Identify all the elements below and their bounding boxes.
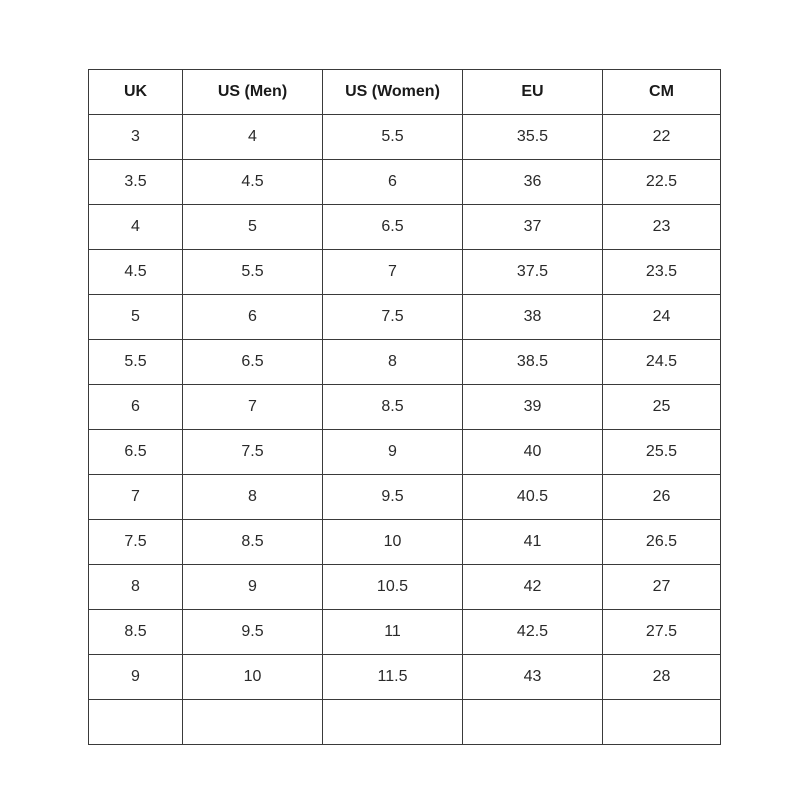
cell-eu: 39 bbox=[463, 385, 603, 430]
cell-us-men: 9 bbox=[183, 565, 323, 610]
table-row bbox=[89, 475, 721, 520]
cell-cm: 27 bbox=[603, 565, 721, 610]
header-row bbox=[89, 70, 721, 115]
cell-us-women: 8.5 bbox=[323, 385, 463, 430]
cell-us-men: 7.5 bbox=[183, 430, 323, 475]
cell-cm: 24.5 bbox=[603, 340, 721, 385]
cell-cm: 26.5 bbox=[603, 520, 721, 565]
cell-eu: 42.5 bbox=[463, 610, 603, 655]
cell-us-women: 11 bbox=[323, 610, 463, 655]
cell-uk: 7 bbox=[89, 475, 183, 520]
cell-eu: 41 bbox=[463, 520, 603, 565]
cell-us-men: 4 bbox=[183, 115, 323, 160]
table-row bbox=[89, 205, 721, 250]
cell-uk: 4 bbox=[89, 205, 183, 250]
cell-us-women: 9 bbox=[323, 430, 463, 475]
cell-eu: 40.5 bbox=[463, 475, 603, 520]
cell-uk: 6.5 bbox=[89, 430, 183, 475]
continuation-cell bbox=[89, 700, 183, 745]
cell-cm: 27.5 bbox=[603, 610, 721, 655]
cell-us-men: 6 bbox=[183, 295, 323, 340]
header-eu: EU bbox=[463, 70, 603, 115]
cell-uk: 3.5 bbox=[89, 160, 183, 205]
cell-uk: 3 bbox=[89, 115, 183, 160]
cell-eu: 37 bbox=[463, 205, 603, 250]
cell-cm: 22 bbox=[603, 115, 721, 160]
cell-us-women: 5.5 bbox=[323, 115, 463, 160]
cell-uk: 7.5 bbox=[89, 520, 183, 565]
header-us-women: US (Women) bbox=[323, 70, 463, 115]
cell-us-women: 6 bbox=[323, 160, 463, 205]
cell-us-women: 9.5 bbox=[323, 475, 463, 520]
table-row-continuation bbox=[89, 700, 721, 745]
cell-us-men: 6.5 bbox=[183, 340, 323, 385]
table-row bbox=[89, 115, 721, 160]
cell-eu: 35.5 bbox=[463, 115, 603, 160]
cell-us-men: 8.5 bbox=[183, 520, 323, 565]
table-row bbox=[89, 250, 721, 295]
table-row bbox=[89, 160, 721, 205]
cell-eu: 38 bbox=[463, 295, 603, 340]
table-row bbox=[89, 430, 721, 475]
cell-us-women: 10.5 bbox=[323, 565, 463, 610]
table-row bbox=[89, 610, 721, 655]
table-row bbox=[89, 385, 721, 430]
table-row bbox=[89, 340, 721, 385]
table-body bbox=[89, 115, 721, 745]
cell-uk: 5 bbox=[89, 295, 183, 340]
header-cm: CM bbox=[603, 70, 721, 115]
cell-cm: 23 bbox=[603, 205, 721, 250]
cell-eu: 42 bbox=[463, 565, 603, 610]
continuation-cell bbox=[323, 700, 463, 745]
cell-us-men: 8 bbox=[183, 475, 323, 520]
cell-us-men: 5 bbox=[183, 205, 323, 250]
cell-us-women: 11.5 bbox=[323, 655, 463, 700]
cell-uk: 8 bbox=[89, 565, 183, 610]
cell-cm: 23.5 bbox=[603, 250, 721, 295]
cell-us-women: 8 bbox=[323, 340, 463, 385]
cell-cm: 22.5 bbox=[603, 160, 721, 205]
size-conversion-table bbox=[88, 69, 721, 745]
cell-eu: 43 bbox=[463, 655, 603, 700]
continuation-cell bbox=[463, 700, 603, 745]
cell-us-men: 4.5 bbox=[183, 160, 323, 205]
cell-uk: 6 bbox=[89, 385, 183, 430]
continuation-cell bbox=[183, 700, 323, 745]
cell-cm: 25.5 bbox=[603, 430, 721, 475]
cell-uk: 9 bbox=[89, 655, 183, 700]
cell-cm: 26 bbox=[603, 475, 721, 520]
table-row bbox=[89, 520, 721, 565]
cell-us-women: 7 bbox=[323, 250, 463, 295]
cell-uk: 5.5 bbox=[89, 340, 183, 385]
cell-cm: 28 bbox=[603, 655, 721, 700]
header-us-men: US (Men) bbox=[183, 70, 323, 115]
cell-us-women: 7.5 bbox=[323, 295, 463, 340]
cell-cm: 24 bbox=[603, 295, 721, 340]
continuation-cell bbox=[603, 700, 721, 745]
table-row bbox=[89, 655, 721, 700]
cell-us-men: 7 bbox=[183, 385, 323, 430]
cell-us-men: 10 bbox=[183, 655, 323, 700]
cell-eu: 37.5 bbox=[463, 250, 603, 295]
cell-us-men: 9.5 bbox=[183, 610, 323, 655]
table-row bbox=[89, 565, 721, 610]
cell-eu: 38.5 bbox=[463, 340, 603, 385]
cell-eu: 40 bbox=[463, 430, 603, 475]
cell-uk: 4.5 bbox=[89, 250, 183, 295]
cell-eu: 36 bbox=[463, 160, 603, 205]
table-row bbox=[89, 295, 721, 340]
cell-us-women: 6.5 bbox=[323, 205, 463, 250]
cell-uk: 8.5 bbox=[89, 610, 183, 655]
header-uk: UK bbox=[89, 70, 183, 115]
cell-cm: 25 bbox=[603, 385, 721, 430]
cell-us-men: 5.5 bbox=[183, 250, 323, 295]
cell-us-women: 10 bbox=[323, 520, 463, 565]
